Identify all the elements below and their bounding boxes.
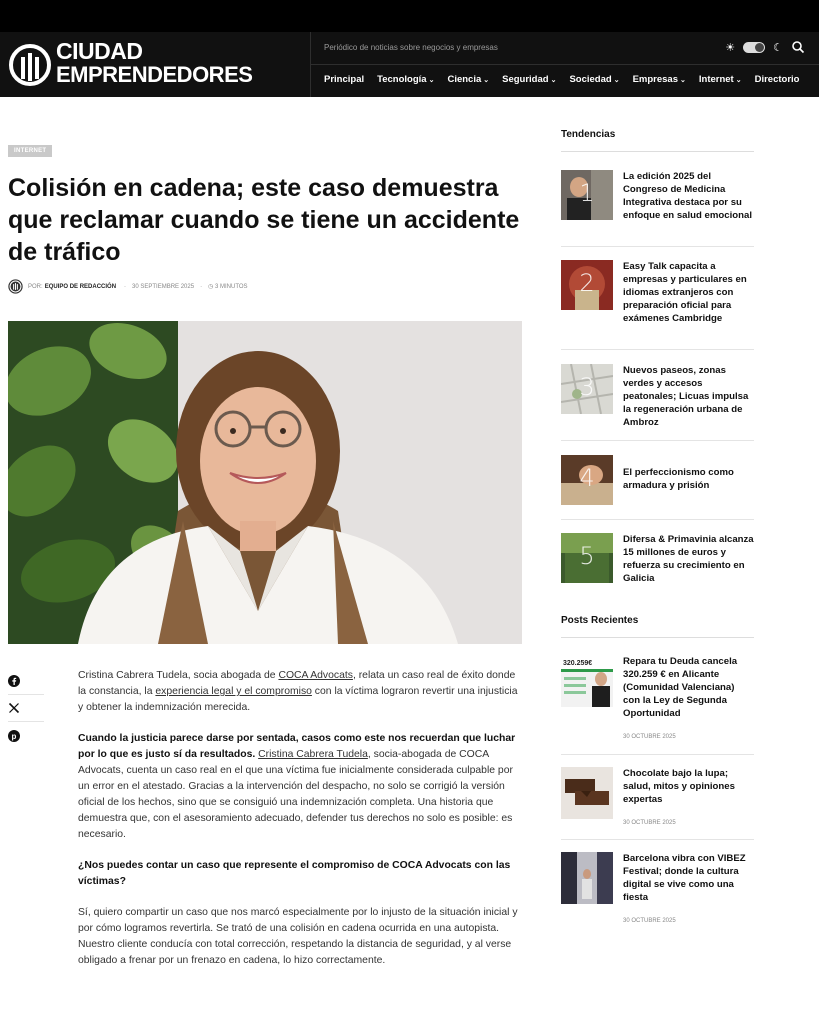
nav-item-seguridad[interactable] — [502, 74, 556, 85]
article-paragraph — [78, 731, 522, 843]
trend-title[interactable]: Easy Talk capacita a empresas y particulares en idiomas extranjeros con preparación oficial para exámenes Cambridge — [623, 261, 747, 324]
nav-label: Ciencia — [447, 74, 482, 85]
header-divider — [310, 64, 819, 65]
portrait-image — [8, 321, 522, 644]
byline-separator: · — [200, 283, 203, 290]
text-run: Cristina Cabrera Tudela, socia abogada de — [78, 670, 279, 681]
share-pinterest[interactable] — [8, 722, 44, 749]
post-title[interactable]: Chocolate bajo la lupa; salud, mitos y opiniones expertas — [623, 768, 735, 805]
moon-icon: ☾ — [773, 41, 783, 54]
article-paragraph — [78, 668, 522, 716]
article-body — [78, 668, 522, 984]
lead-text: Cuando la justicia parece darse por sentada, casos como este nos recuerdan que luchar por lo que es justo sí da resultados. — [78, 733, 516, 760]
top-strip — [0, 0, 819, 32]
article-date: 30 SEPTIEMBRE 2025 — [132, 283, 195, 290]
trend-thumbnail — [561, 455, 613, 505]
article-byline: POR : EQUIPO DE REDACCIÓN · 30 SEPTIEMBRE 2025 · ◷ 3 MINUTOS — [8, 279, 248, 294]
trend-title[interactable]: Nuevos paseos, zonas verdes y accesos peatonales; Licuas impulsa la regeneración urbana de Ambroz — [623, 365, 749, 428]
nav-item-directorio[interactable] — [755, 74, 800, 85]
article-paragraph: Sí, quiero compartir un caso que nos marcó especialmente por lo injusto de la situación inicial y por cómo logramos revertirla. Se trató de una colisión en cadena ocurrida en una autopista. Nuestro cliente conducía con total corrección, respetando la distancia de seguridad, y al verse obligado a frenar por un frenazo en cadena, lo hizo correctamente. — [78, 907, 518, 966]
chevron-down-icon: ⌄ — [483, 77, 490, 84]
nav-label: Empresas — [632, 74, 678, 85]
trend-item[interactable] — [561, 533, 754, 585]
trend-title[interactable]: El perfeccionismo como armadura y prisión — [623, 467, 734, 491]
post-title[interactable]: Barcelona vibra con VIBEZ Festival; donde la cultura digital se vive como una fiesta — [623, 853, 746, 903]
search-icon[interactable] — [791, 40, 805, 54]
nav-item-principal[interactable] — [324, 74, 364, 85]
divider — [561, 246, 754, 247]
post-date: 30 OCTUBRE 2025 — [623, 820, 676, 826]
trend-number: 5 — [579, 542, 595, 570]
trends-heading-line — [561, 151, 754, 152]
trend-item[interactable] — [561, 260, 754, 325]
chevron-down-icon: ⌄ — [735, 77, 742, 84]
divider — [561, 440, 754, 441]
main-nav — [324, 74, 812, 85]
post-thumbnail — [561, 767, 613, 819]
author-avatar — [8, 279, 23, 294]
logo-wordmark — [56, 40, 252, 86]
nav-item-tecnologia[interactable] — [377, 74, 434, 85]
text-run: , socia-abogada de COCA Advocats, cuenta un caso real en el que una víctima fue inicialmente considerada culpable por un error en el atestado. Gracias a la intervención del despacho, no solo se corrigió la versión oficial de los hechos, sino que se consiguió una indemnización completa. Una historia que demuestra que, con el asesoramiento adecuado, defender tus derechos no solo es posible: es necesario. — [78, 749, 513, 840]
coca-advocats-link[interactable]: COCA Advocats — [278, 670, 353, 681]
recent-post[interactable] — [561, 655, 754, 740]
post-thumbnail — [561, 655, 613, 707]
post-body — [623, 767, 754, 826]
text-run: , relata un caso real de éxito donde la constancia, la — [78, 670, 516, 697]
trend-thumbnail — [561, 533, 613, 583]
x-icon — [8, 702, 20, 714]
chevron-down-icon: ⌄ — [428, 77, 435, 84]
facebook-icon — [8, 675, 20, 687]
clock-icon: ◷ — [208, 284, 214, 290]
post-thumbnail — [561, 852, 613, 904]
post-body — [623, 852, 754, 924]
post-body — [623, 655, 754, 740]
sun-icon: ☀ — [725, 41, 736, 54]
trend-item[interactable] — [561, 364, 754, 429]
trends-heading: Tendencias — [561, 129, 616, 140]
chevron-down-icon: ⌄ — [613, 77, 620, 84]
trend-number: 4 — [579, 464, 595, 492]
nav-item-sociedad[interactable] — [569, 74, 619, 85]
nav-label: Directorio — [754, 74, 800, 85]
trend-item[interactable] — [561, 455, 754, 505]
interview-question — [78, 858, 522, 890]
share-bar — [8, 668, 44, 749]
post-date: 30 OCTUBRE 2025 — [623, 734, 676, 740]
trend-item[interactable] — [561, 170, 754, 222]
trend-number: 2 — [579, 269, 595, 297]
divider — [561, 349, 754, 350]
header-tools — [725, 40, 805, 54]
nav-item-empresas[interactable] — [633, 74, 686, 85]
recent-post[interactable] — [561, 767, 754, 826]
nav-label: Principal — [324, 74, 365, 85]
chevron-down-icon: ⌄ — [680, 77, 686, 84]
svg-text:p: p — [11, 731, 17, 741]
recent-heading: Posts Recientes — [561, 615, 639, 626]
nav-item-ciencia[interactable] — [447, 74, 489, 85]
logo-line1: CIUDAD — [56, 38, 143, 64]
nav-item-internet[interactable] — [699, 74, 742, 85]
nav-label: Seguridad — [502, 74, 549, 85]
share-facebook[interactable] — [8, 668, 44, 695]
site-tagline: Periódico de noticias sobre negocios y empresas — [324, 43, 498, 52]
read-time: 3 MINUTOS — [214, 283, 248, 290]
trend-title[interactable]: Difersa & Primavinia alcanza 15 millones de euros y refuerza su crecimiento en Galicia — [623, 534, 754, 584]
hero-photo — [8, 321, 522, 644]
trend-thumbnail — [561, 260, 613, 310]
post-thumb-text: 320.259€ — [563, 660, 593, 667]
byline-separator: · — [124, 283, 127, 290]
trend-number: 3 — [579, 373, 595, 401]
category-badge[interactable]: INTERNET — [8, 145, 52, 157]
dark-mode-toggle[interactable] — [743, 42, 765, 53]
recent-heading-line — [561, 637, 754, 638]
pinterest-icon — [8, 730, 20, 742]
text-run: con la víctima lograron revertir una injusticia y obtener la indemnización merecida. — [78, 686, 518, 713]
trend-thumbnail — [561, 364, 613, 414]
logo-line2: EMPRENDEDORES — [56, 62, 253, 87]
site-logo[interactable] — [8, 40, 298, 90]
trend-number: 1 — [579, 179, 595, 207]
author-name[interactable]: EQUIPO DE REDACCIÓN — [44, 283, 117, 290]
post-date: 30 OCTUBRE 2025 — [623, 918, 676, 924]
chevron-down-icon: ⌄ — [550, 77, 557, 84]
recent-post[interactable] — [561, 852, 754, 924]
share-x[interactable] — [8, 695, 44, 722]
trend-thumbnail — [561, 170, 613, 220]
divider — [561, 519, 754, 520]
byline-prefix: POR — [28, 283, 42, 290]
post-title[interactable]: Repara tu Deuda cancela 320.259 € en Alicante (Comunidad Valenciana) con la Ley de Segunda Oportunidad — [623, 656, 738, 719]
nav-label: Sociedad — [569, 74, 612, 85]
divider — [561, 839, 754, 840]
experiencia-legal-link[interactable]: experiencia legal y el compromiso — [155, 686, 312, 697]
logo-columns-icon — [8, 43, 52, 87]
divider — [561, 754, 754, 755]
site-header — [0, 32, 819, 97]
nav-label: Tecnología — [377, 74, 427, 85]
cristina-cabrera-link[interactable]: Cristina Cabrera Tudela — [258, 749, 368, 760]
nav-label: Internet — [698, 74, 734, 85]
article-title: Colisión en cadena; este caso demuestra que reclamar cuando se tiene un accidente de tráfico — [8, 174, 520, 266]
question-text: ¿Nos puedes contar un caso que represente el compromiso de COCA Advocats con las víctimas? — [78, 860, 511, 887]
trend-title[interactable]: La edición 2025 del Congreso de Medicina Integrativa destaca por su enfoque en salud emocional — [623, 171, 753, 221]
